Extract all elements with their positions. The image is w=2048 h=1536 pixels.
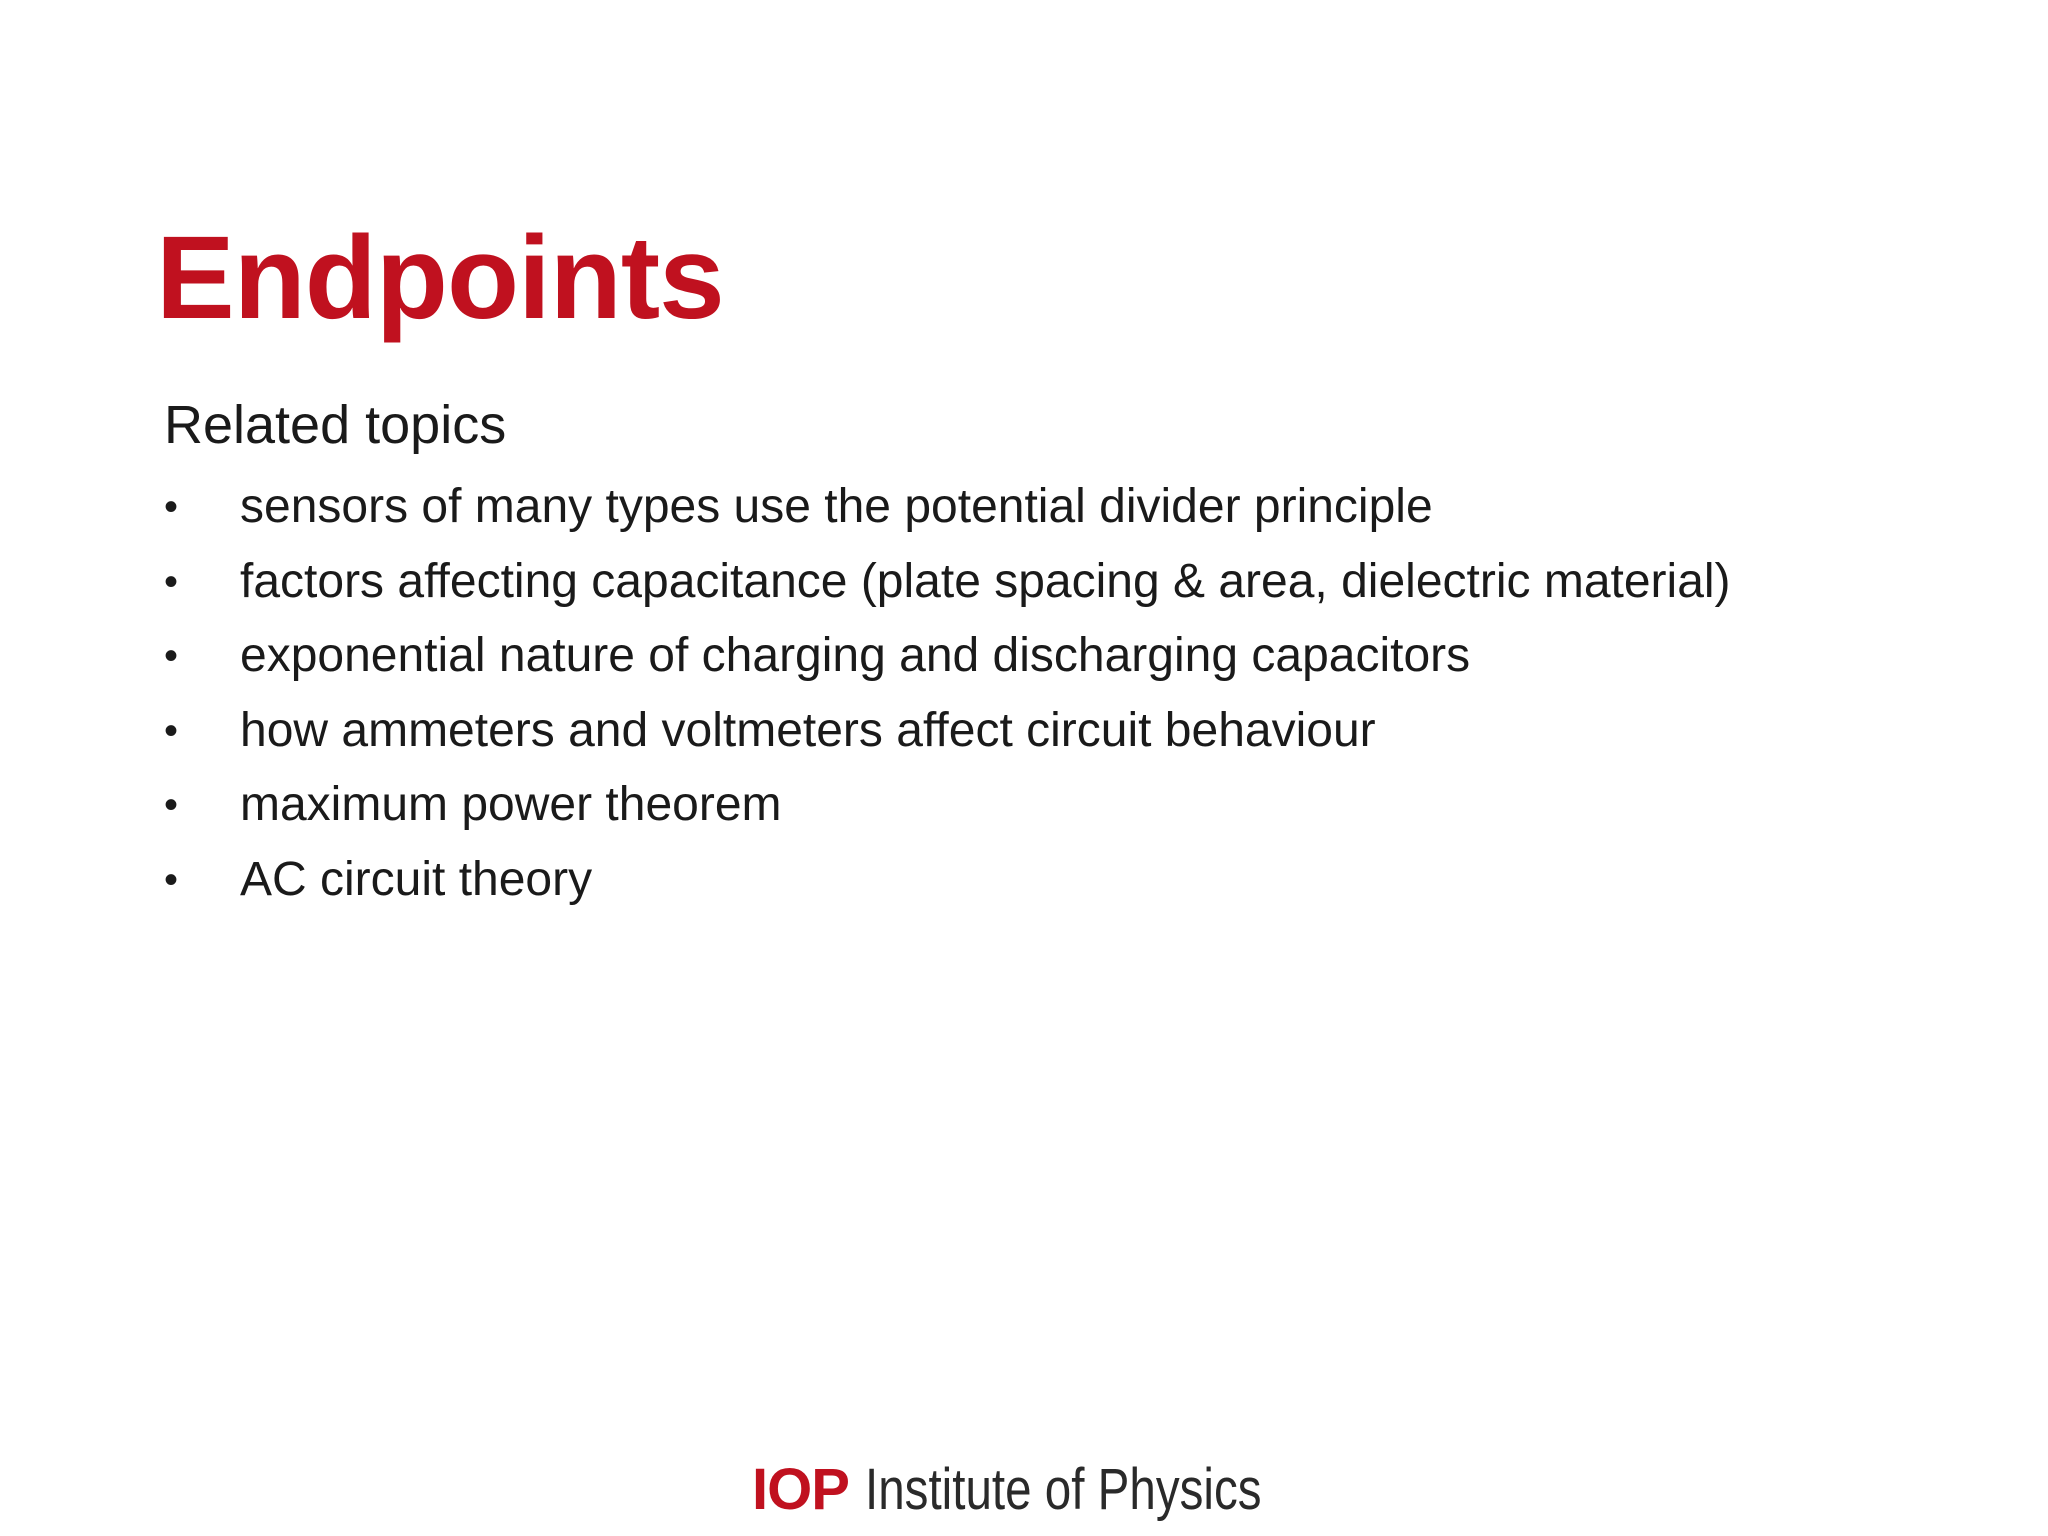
slide-title: Endpoints bbox=[156, 212, 724, 344]
bullet-text: factors affecting capacitance (plate spacing & area, dielectric material) bbox=[240, 554, 1731, 608]
bullet-icon: • bbox=[164, 634, 179, 678]
bullet-text: maximum power theorem bbox=[240, 778, 782, 831]
logo-name: Institute of Physics bbox=[864, 1457, 1262, 1522]
bullet-text: sensors of many types use the potential divider principle bbox=[240, 480, 1433, 533]
bullet-text: how ammeters and voltmeters affect circuit behaviour bbox=[240, 703, 1376, 757]
iop-logo bbox=[752, 1450, 1348, 1530]
bullet-icon: • bbox=[164, 485, 179, 529]
bullet-text: exponential nature of charging and discharging capacitors bbox=[240, 629, 1471, 682]
bullet-icon: • bbox=[164, 559, 179, 604]
bullet-text: AC circuit theory bbox=[240, 852, 593, 906]
bullet-icon: • bbox=[164, 857, 179, 902]
slide-subtitle: Related topics bbox=[164, 395, 507, 455]
bullet-icon: • bbox=[164, 783, 179, 827]
bullet-icon: • bbox=[164, 708, 179, 753]
logo-mark: IOP bbox=[752, 1457, 849, 1522]
